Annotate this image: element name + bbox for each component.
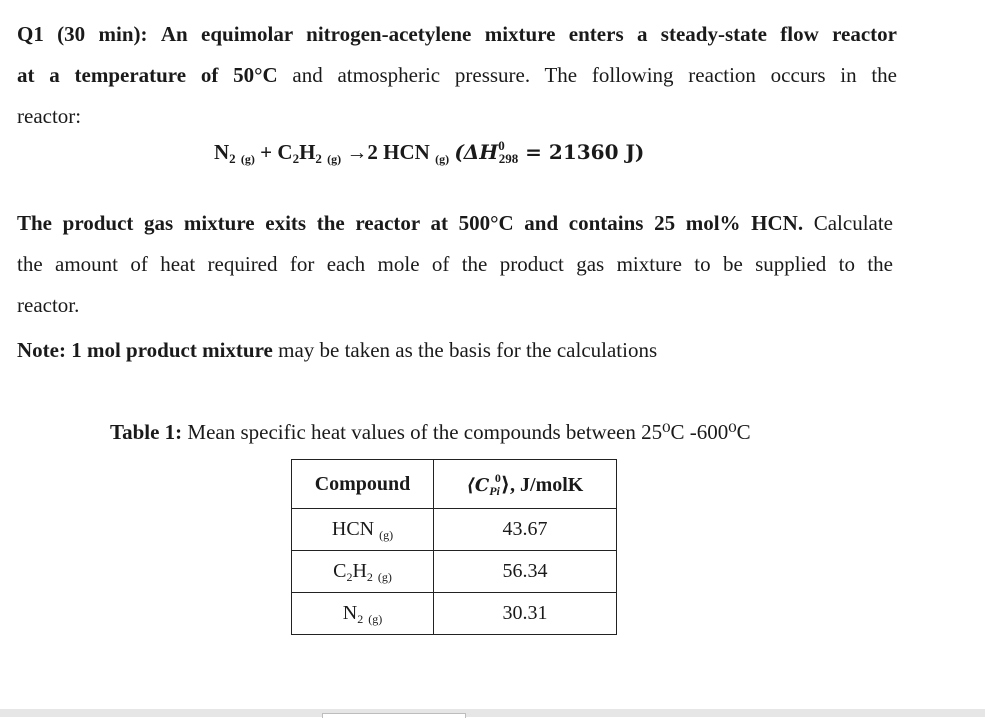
compound-state: (g)	[368, 612, 383, 626]
compound-formula: HCN	[331, 518, 375, 540]
table-caption-label: Table 1:	[110, 420, 183, 444]
c2h2-sub1: 2	[292, 151, 300, 166]
inlet-temperature: at a temperature of 50°C	[17, 63, 278, 87]
header-cp	[434, 460, 617, 509]
compound-sub: 2	[357, 612, 364, 626]
compound-cell	[292, 551, 434, 593]
compound-state: (g)	[379, 528, 394, 542]
compound-formula: C	[333, 560, 347, 582]
enthalpy-value: = 21360 J)	[518, 140, 645, 164]
n2-subscript: 2	[229, 151, 236, 166]
c2h2-state: (g)	[327, 152, 342, 166]
cp-superscript: 0	[494, 470, 501, 485]
cp-value-cell: 43.67	[434, 509, 617, 551]
table-caption-text: Mean specific heat values of the compounds between 25⁰C -600⁰C	[182, 420, 751, 444]
bottom-tab[interactable]	[322, 713, 466, 718]
bottom-scroll-area	[0, 709, 985, 717]
note-rest: may be taken as the basis for the calculations	[272, 338, 658, 362]
compound-sub: 2	[346, 570, 353, 584]
cp-value-cell: 56.34	[434, 551, 617, 593]
enthalpy-symbol: (ΔH	[454, 140, 499, 164]
question-label: Q1 (30 min):	[17, 22, 148, 46]
c2h2-h: H	[299, 140, 316, 164]
enthalpy-superscript: 0	[498, 138, 505, 153]
header-compound: Compound	[292, 460, 434, 509]
question-line-2	[17, 55, 897, 96]
question-paragraph	[17, 14, 897, 137]
question-line-3: reactor:	[17, 104, 82, 128]
table-row	[292, 593, 617, 635]
cp-subscript-i: i	[496, 483, 500, 498]
table-row	[292, 509, 617, 551]
product-paragraph	[17, 203, 893, 326]
compound-formula-2: H	[352, 560, 367, 582]
product-line-1-rest: Calculate	[803, 211, 894, 235]
plus-sign: +	[254, 140, 278, 164]
product-conditions: The product gas mixture exits the reactor at 500°C and contains 25 mol% HCN.	[17, 211, 804, 235]
reaction-equation	[214, 140, 644, 165]
hcn-state: (g)	[435, 152, 450, 166]
compound-cell	[292, 509, 434, 551]
product-line-2: the amount of heat required for each mole of the product gas mixture to be supplied to the	[17, 252, 893, 276]
note-text	[17, 330, 893, 371]
reaction-arrow-product: →2 HCN	[341, 140, 436, 164]
compound-cell	[292, 593, 434, 635]
cp-symbol: ⟨C	[466, 474, 490, 496]
n2-state: (g)	[240, 152, 255, 166]
note-bold: Note: 1 mol product mixture	[17, 338, 273, 362]
compound-formula: N	[342, 602, 358, 624]
product-line-3: reactor.	[17, 293, 80, 317]
cp-unit: ⟩, J/molK	[500, 473, 584, 496]
table-row	[292, 551, 617, 593]
table-caption	[110, 420, 751, 445]
enthalpy-subscript: 298	[498, 151, 519, 166]
n2-symbol: N	[214, 140, 230, 164]
compound-sub-2: 2	[366, 570, 373, 584]
note-paragraph	[17, 330, 893, 371]
c2h2-c: C	[277, 140, 293, 164]
c2h2-sub2: 2	[315, 151, 322, 166]
specific-heat-table	[291, 459, 617, 635]
product-line-1	[17, 203, 893, 244]
question-line-1-text: An equimolar nitrogen-acetylene mixture enters a steady-state flow reactor	[160, 22, 897, 46]
question-line-1	[17, 14, 897, 55]
cp-subscript-p: P	[489, 483, 497, 498]
question-text	[17, 14, 897, 137]
cp-value-cell: 30.31	[434, 593, 617, 635]
product-text	[17, 203, 893, 326]
compound-state: (g)	[377, 570, 392, 584]
question-line-2-rest: and atmospheric pressure. The following reaction occurs in the	[277, 63, 897, 87]
table-header-row	[292, 460, 617, 509]
